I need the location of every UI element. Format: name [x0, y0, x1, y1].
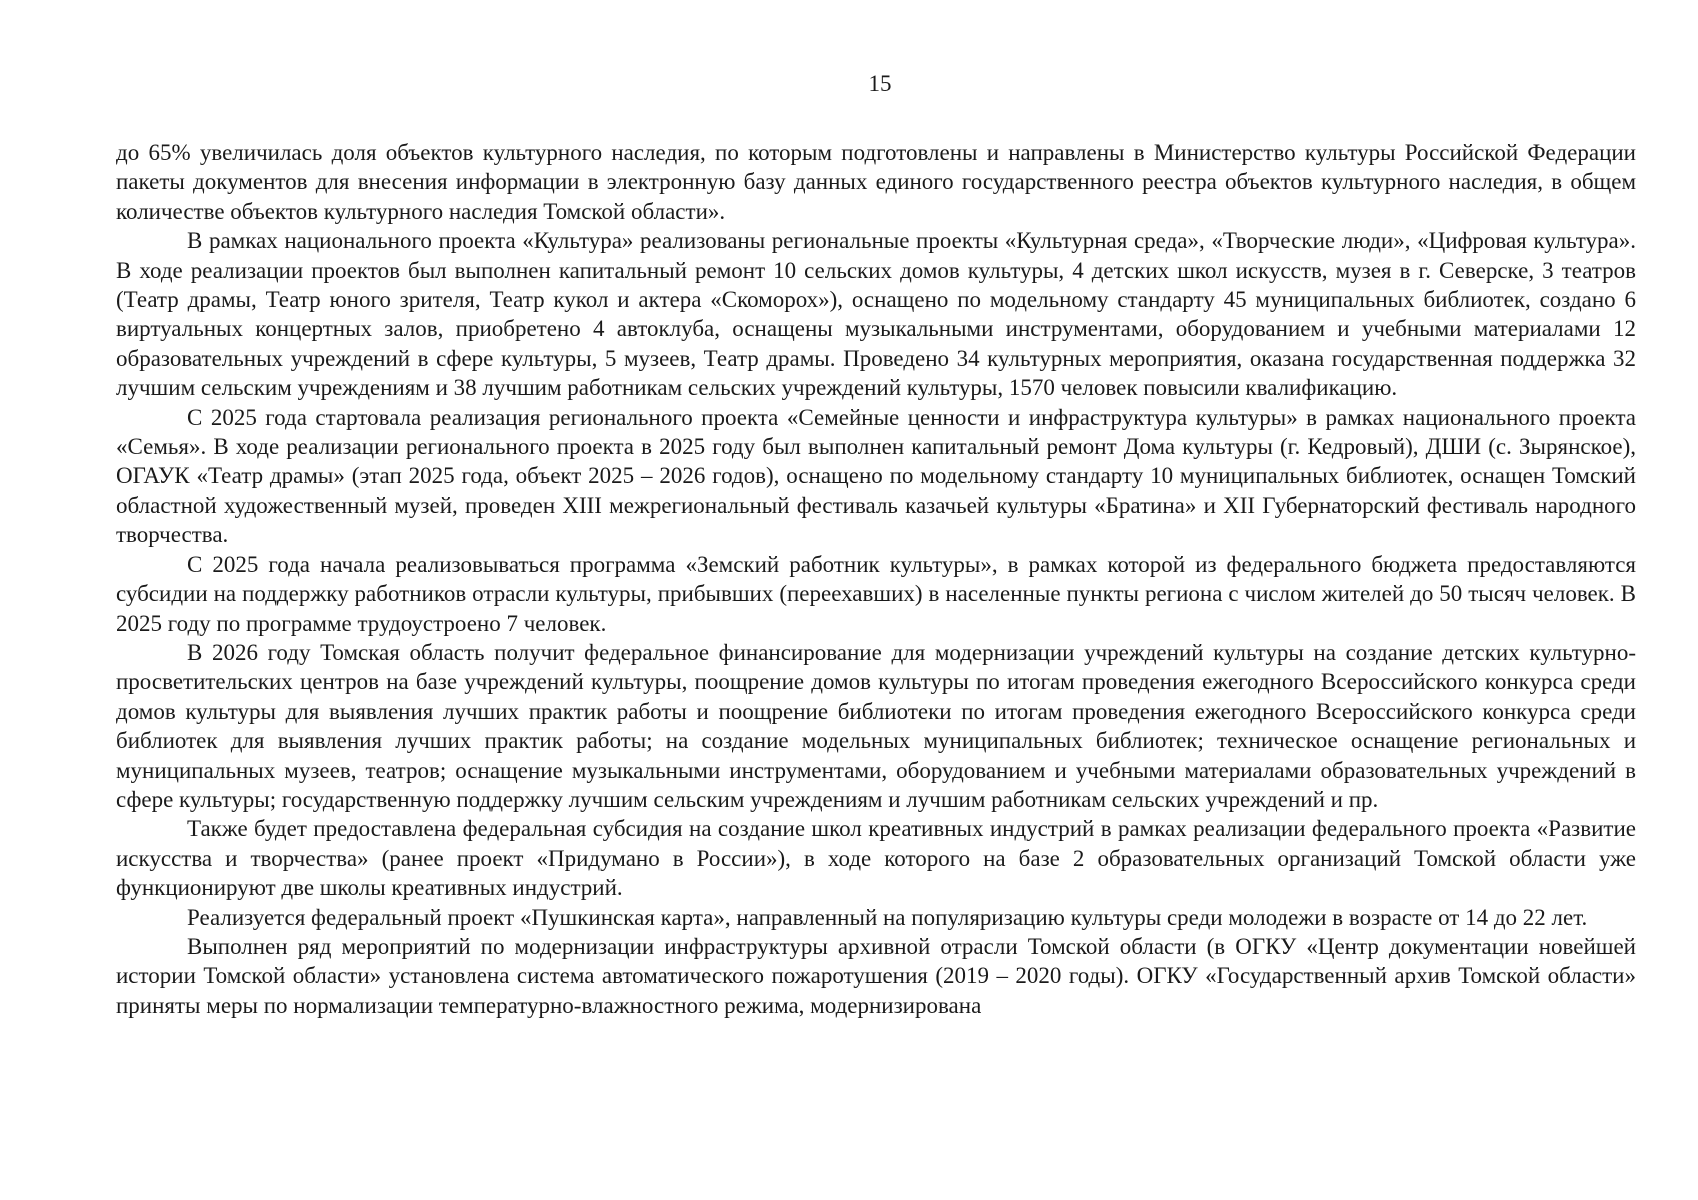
paragraph-4: С 2025 года начала реализовываться программа «Земский работник культуры», в рамках которой из федерального бюджета предоставляются субсидии на поддержку работников отрасли культуры, прибывших (переехавших) в населенные пункты региона с числом жителей до 50 тысяч человек. В 2025 году по программе трудоустроено 7 человек. — [116, 551, 1636, 636]
paragraph-6: Также будет предоставлена федеральная субсидия на создание школ креативных индустрий в рамках реализации федерального проекта «Развитие искусства и творчества» (ранее проект «Придумано в России»), в ходе которого на базе 2 образовательных организаций Томской области уже функционируют две школы креативных индустрий. — [116, 816, 1636, 901]
page-number: 15 — [868, 71, 892, 96]
paragraph-5: В 2026 году Томская область получит федеральное финансирование для модернизации учреждений культуры на создание детских культурно-просветительских центров на базе учреждений культуры, поощрение домов культуры по итогам проведения ежегодного Всероссийского конкурса среди домов культуры для выявления лучших практик работы и поощрение библиотеки по итогам проведения ежегодного Всероссийского конкурса среди библиотек для выявления лучших практик работы; на создание модельных муниципальных библиотек; техническое оснащение региональных и муниципальных музеев, театров; оснащение музыкальными инструментами, оборудованием и учебными материалами образовательных учреждений в сфере культуры; государственную поддержку лучшим сельским учреждениям и лучшим работникам сельских учреждений и пр. — [116, 639, 1636, 812]
paragraph-8: Выполнен ряд мероприятий по модернизации инфраструктуры архивной отрасли Томской области (в ОГКУ «Центр документации новейшей истории Томской области» установлена система автоматического пожаротушения (2019 – 2020 годы). ОГКУ «Государственный архив Томской области» приняты меры по нормализации температурно-влажностного режима, модернизирована — [116, 933, 1636, 1018]
paragraph-2: В рамках национального проекта «Культура» реализованы региональные проекты «Культурная среда», «Творческие люди», «Цифровая культура». В ходе реализации проектов был выполнен капитальный ремонт 10 сельских домов культуры, 4 детских школ искусств, музея в г. Северске, 3 театров (Театр драмы, Театр юного зрителя, Театр кукол и актера «Скоморох»), оснащено по модельному стандарту 45 муниципальных библиотек, создано 6 виртуальных концертных залов, приобретено 4 автоклуба, оснащены музыкальными инструментами, оборудованием и учебными материалами 12 образовательных учреждений в сфере культуры, 5 музеев, Театр драмы. Проведено 34 культурных мероприятия, оказана государственная поддержка 32 лучшим сельским учреждениям и 38 лучшим работникам сельских учреждений культуры, 1570 человек повысили квалификацию. — [116, 228, 1636, 401]
paragraph-7: Реализуется федеральный проект «Пушкинская карта», направленный на популяризацию культуры среди молодежи в возрасте от 14 до 22 лет. — [187, 904, 1588, 930]
paragraph-1: до 65% увеличилась доля объектов культурного наследия, по которым подготовлены и направлены в Министерство культуры Российской Федерации пакеты документов для внесения информации в электронную базу данных единого государственного реестра объектов культурного наследия, в общем количестве объектов культурного наследия Томской области». — [116, 140, 1636, 224]
paragraph-3: С 2025 года стартовала реализация регионального проекта «Семейные ценности и инфраструктура культуры» в рамках национального проекта «Семья». В ходе реализации регионального проекта в 2025 году был выполнен капитальный ремонт Дома культуры (г. Кедровый), ДШИ (с. Зырянское), ОГАУК «Театр драмы» (этап 2025 года, объект 2025 – 2026 годов), оснащено по модельному стандарту 10 муниципальных библиотек, оснащен Томский областной художественный музей, проведен XIII межрегиональный фестиваль казачьей культуры «Братина» и XII Губернаторский фестиваль народного творчества. — [116, 404, 1636, 548]
document-body — [116, 138, 1636, 1020]
